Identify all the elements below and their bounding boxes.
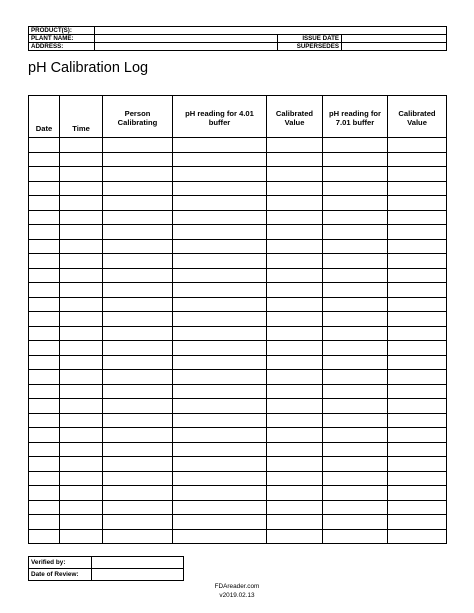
log-cell[interactable] — [323, 384, 388, 399]
log-cell[interactable] — [388, 399, 447, 414]
log-cell[interactable] — [29, 515, 60, 530]
log-cell[interactable] — [60, 138, 103, 153]
log-cell[interactable] — [173, 370, 267, 385]
log-cell[interactable] — [60, 341, 103, 356]
table-row — [29, 515, 447, 530]
log-cell[interactable] — [173, 167, 267, 182]
log-cell[interactable] — [323, 355, 388, 370]
log-cell[interactable] — [29, 413, 60, 428]
log-cell[interactable] — [388, 384, 447, 399]
log-cell[interactable] — [173, 152, 267, 167]
table-row — [29, 196, 447, 211]
log-cell[interactable] — [173, 196, 267, 211]
log-cell[interactable] — [267, 341, 323, 356]
log-cell[interactable] — [29, 254, 60, 269]
table-row — [29, 181, 447, 196]
log-cell[interactable] — [323, 326, 388, 341]
table-row — [29, 413, 447, 428]
date-of-review-field[interactable] — [92, 569, 184, 581]
log-cell[interactable] — [323, 428, 388, 443]
log-cell[interactable] — [103, 196, 173, 211]
log-cell[interactable] — [103, 529, 173, 544]
log-cell[interactable] — [173, 457, 267, 472]
col-header-person-calibrating: Person Calibrating — [103, 96, 173, 138]
log-cell[interactable] — [103, 312, 173, 327]
log-cell[interactable] — [323, 457, 388, 472]
log-cell[interactable] — [173, 399, 267, 414]
log-cell[interactable] — [60, 239, 103, 254]
log-cell[interactable] — [173, 181, 267, 196]
verified-by-label: Verified by: — [29, 557, 92, 569]
log-cell[interactable] — [103, 500, 173, 515]
log-cell[interactable] — [323, 138, 388, 153]
table-row — [29, 486, 447, 501]
log-cell[interactable] — [388, 152, 447, 167]
log-cell[interactable] — [60, 355, 103, 370]
log-cell[interactable] — [388, 529, 447, 544]
log-cell[interactable] — [103, 239, 173, 254]
log-cell[interactable] — [267, 399, 323, 414]
log-cell[interactable] — [173, 442, 267, 457]
log-cell[interactable] — [29, 326, 60, 341]
log-cell[interactable] — [388, 283, 447, 298]
log-cell[interactable] — [103, 210, 173, 225]
log-cell[interactable] — [60, 457, 103, 472]
log-cell[interactable] — [388, 225, 447, 240]
log-cell[interactable] — [29, 341, 60, 356]
log-cell[interactable] — [267, 181, 323, 196]
log-cell[interactable] — [267, 225, 323, 240]
table-row — [29, 283, 447, 298]
log-cell[interactable] — [173, 283, 267, 298]
log-cell[interactable] — [323, 239, 388, 254]
log-cell[interactable] — [267, 254, 323, 269]
log-cell[interactable] — [323, 413, 388, 428]
log-cell[interactable] — [60, 326, 103, 341]
log-cell[interactable] — [103, 471, 173, 486]
table-row — [29, 471, 447, 486]
table-row — [29, 341, 447, 356]
log-cell[interactable] — [60, 471, 103, 486]
log-cell[interactable] — [103, 442, 173, 457]
table-row — [29, 370, 447, 385]
log-cell[interactable] — [267, 283, 323, 298]
log-cell[interactable] — [267, 370, 323, 385]
log-cell[interactable] — [388, 312, 447, 327]
log-cell[interactable] — [29, 268, 60, 283]
table-row — [29, 500, 447, 515]
table-row — [29, 384, 447, 399]
log-cell[interactable] — [388, 196, 447, 211]
footer-site: FDAreader.com — [214, 583, 260, 590]
log-cell[interactable] — [173, 471, 267, 486]
review-row — [29, 569, 184, 581]
log-cell[interactable] — [60, 500, 103, 515]
log-cell[interactable] — [29, 297, 60, 312]
log-cell[interactable] — [388, 428, 447, 443]
log-cell[interactable] — [173, 529, 267, 544]
issue-date-field[interactable] — [342, 35, 447, 43]
product-field[interactable] — [95, 27, 447, 35]
log-cell[interactable] — [323, 297, 388, 312]
log-cell[interactable] — [29, 181, 60, 196]
log-cell[interactable] — [267, 486, 323, 501]
log-cell[interactable] — [29, 196, 60, 211]
log-cell[interactable] — [323, 370, 388, 385]
log-header-row — [29, 96, 447, 138]
log-cell[interactable] — [388, 515, 447, 530]
log-cell[interactable] — [60, 152, 103, 167]
log-cell[interactable] — [267, 428, 323, 443]
calibration-log-table — [28, 95, 447, 544]
log-cell[interactable] — [323, 341, 388, 356]
log-cell[interactable] — [388, 167, 447, 182]
verified-by-field[interactable] — [92, 557, 184, 569]
log-cell[interactable] — [323, 167, 388, 182]
col-header-calibrated-value-1: Calibrated Value — [267, 96, 323, 138]
supersedes-label: SUPERSEDES — [278, 43, 342, 51]
log-cell[interactable] — [173, 384, 267, 399]
date-of-review-label: Date of Review: — [29, 569, 92, 581]
log-cell[interactable] — [60, 268, 103, 283]
issue-date-label: ISSUE DATE — [278, 35, 342, 43]
log-cell[interactable] — [267, 297, 323, 312]
log-cell[interactable] — [267, 268, 323, 283]
col-header-ph-reading-701: pH reading for 7.01 buffer — [323, 96, 388, 138]
table-row — [29, 138, 447, 153]
log-cell[interactable] — [103, 355, 173, 370]
log-cell[interactable] — [60, 428, 103, 443]
log-cell[interactable] — [173, 486, 267, 501]
log-cell[interactable] — [60, 399, 103, 414]
log-cell[interactable] — [60, 196, 103, 211]
log-cell[interactable] — [323, 210, 388, 225]
log-cell[interactable] — [173, 268, 267, 283]
log-cell[interactable] — [173, 225, 267, 240]
log-cell[interactable] — [29, 428, 60, 443]
log-cell[interactable] — [103, 384, 173, 399]
log-cell[interactable] — [29, 457, 60, 472]
log-cell[interactable] — [388, 268, 447, 283]
log-cell[interactable] — [103, 268, 173, 283]
log-cell[interactable] — [29, 384, 60, 399]
log-cell[interactable] — [29, 500, 60, 515]
log-cell[interactable] — [267, 500, 323, 515]
log-cell[interactable] — [60, 283, 103, 298]
log-cell[interactable] — [388, 181, 447, 196]
table-row — [29, 355, 447, 370]
table-row — [29, 167, 447, 182]
log-cell[interactable] — [60, 370, 103, 385]
footer — [0, 583, 474, 600]
log-cell[interactable] — [173, 500, 267, 515]
log-cell[interactable] — [323, 283, 388, 298]
log-cell[interactable] — [267, 239, 323, 254]
log-cell[interactable] — [388, 239, 447, 254]
log-cell[interactable] — [173, 297, 267, 312]
log-cell[interactable] — [103, 152, 173, 167]
log-cell[interactable] — [173, 239, 267, 254]
log-cell[interactable] — [388, 500, 447, 515]
log-cell[interactable] — [60, 167, 103, 182]
log-cell[interactable] — [60, 254, 103, 269]
log-cell[interactable] — [60, 529, 103, 544]
log-cell[interactable] — [103, 254, 173, 269]
log-cell[interactable] — [323, 442, 388, 457]
table-row — [29, 254, 447, 269]
log-cell[interactable] — [267, 210, 323, 225]
table-row — [29, 297, 447, 312]
log-cell[interactable] — [173, 326, 267, 341]
log-cell[interactable] — [103, 428, 173, 443]
table-row — [29, 268, 447, 283]
log-cell[interactable] — [103, 225, 173, 240]
log-cell[interactable] — [103, 341, 173, 356]
table-row — [29, 152, 447, 167]
table-row — [29, 326, 447, 341]
log-cell[interactable] — [267, 196, 323, 211]
table-row — [29, 457, 447, 472]
col-header-time: Time — [60, 96, 103, 138]
verified-row — [29, 557, 184, 569]
log-cell[interactable] — [173, 413, 267, 428]
log-cell[interactable] — [323, 254, 388, 269]
log-cell[interactable] — [173, 355, 267, 370]
log-cell[interactable] — [267, 413, 323, 428]
log-cell[interactable] — [29, 210, 60, 225]
col-header-calibrated-value-2: Calibrated Value — [388, 96, 447, 138]
log-cell[interactable] — [173, 254, 267, 269]
log-cell[interactable] — [267, 355, 323, 370]
log-cell[interactable] — [103, 515, 173, 530]
table-row — [29, 210, 447, 225]
log-cell[interactable] — [103, 370, 173, 385]
log-cell[interactable] — [29, 471, 60, 486]
table-row — [29, 442, 447, 457]
log-cell[interactable] — [267, 442, 323, 457]
log-cell[interactable] — [103, 283, 173, 298]
log-cell[interactable] — [388, 355, 447, 370]
address-row — [29, 43, 447, 51]
log-cell[interactable] — [388, 326, 447, 341]
col-header-date: Date — [29, 96, 60, 138]
log-cell[interactable] — [388, 442, 447, 457]
log-cell[interactable] — [323, 486, 388, 501]
log-cell[interactable] — [267, 167, 323, 182]
log-cell[interactable] — [173, 312, 267, 327]
address-label: ADDRESS: — [29, 43, 95, 51]
log-cell[interactable] — [323, 515, 388, 530]
log-cell[interactable] — [267, 152, 323, 167]
log-cell[interactable] — [323, 529, 388, 544]
supersedes-field[interactable] — [342, 43, 447, 51]
table-row — [29, 529, 447, 544]
log-cell[interactable] — [388, 457, 447, 472]
log-cell[interactable] — [103, 457, 173, 472]
log-cell[interactable] — [60, 486, 103, 501]
log-cell[interactable] — [29, 152, 60, 167]
log-cell[interactable] — [29, 529, 60, 544]
log-cell[interactable] — [267, 138, 323, 153]
log-body — [29, 138, 447, 544]
log-cell[interactable] — [323, 152, 388, 167]
log-cell[interactable] — [267, 457, 323, 472]
log-cell[interactable] — [267, 515, 323, 530]
log-cell[interactable] — [173, 138, 267, 153]
plant-name-field[interactable] — [95, 35, 278, 43]
log-cell[interactable] — [29, 283, 60, 298]
log-cell[interactable] — [323, 181, 388, 196]
log-cell[interactable] — [173, 210, 267, 225]
log-cell[interactable] — [388, 254, 447, 269]
log-cell[interactable] — [388, 486, 447, 501]
log-cell[interactable] — [60, 297, 103, 312]
table-row — [29, 225, 447, 240]
log-cell[interactable] — [103, 138, 173, 153]
log-cell[interactable] — [388, 471, 447, 486]
footer-version: v2019.02.13 — [219, 591, 255, 599]
log-cell[interactable] — [323, 268, 388, 283]
log-cell[interactable] — [388, 413, 447, 428]
log-cell[interactable] — [173, 515, 267, 530]
log-cell[interactable] — [388, 210, 447, 225]
log-cell[interactable] — [323, 399, 388, 414]
log-cell[interactable] — [267, 326, 323, 341]
log-cell[interactable] — [103, 181, 173, 196]
log-cell[interactable] — [103, 399, 173, 414]
log-cell[interactable] — [103, 486, 173, 501]
log-cell[interactable] — [173, 428, 267, 443]
table-row — [29, 399, 447, 414]
product-row — [29, 27, 447, 35]
log-cell[interactable] — [29, 138, 60, 153]
log-cell[interactable] — [103, 326, 173, 341]
log-cell[interactable] — [267, 384, 323, 399]
table-row — [29, 312, 447, 327]
log-cell[interactable] — [29, 370, 60, 385]
log-cell[interactable] — [388, 138, 447, 153]
plant-name-label: PLANT NAME: — [29, 35, 95, 43]
log-cell[interactable] — [323, 500, 388, 515]
log-cell[interactable] — [60, 515, 103, 530]
log-cell[interactable] — [29, 355, 60, 370]
log-cell[interactable] — [29, 399, 60, 414]
log-cell[interactable] — [29, 239, 60, 254]
log-cell[interactable] — [388, 370, 447, 385]
log-cell[interactable] — [323, 312, 388, 327]
log-cell[interactable] — [388, 341, 447, 356]
plant-row — [29, 35, 447, 43]
log-cell[interactable] — [103, 413, 173, 428]
log-cell[interactable] — [60, 210, 103, 225]
log-cell[interactable] — [103, 167, 173, 182]
log-cell[interactable] — [323, 225, 388, 240]
log-cell[interactable] — [60, 413, 103, 428]
log-cell[interactable] — [29, 486, 60, 501]
table-row — [29, 239, 447, 254]
log-cell[interactable] — [388, 297, 447, 312]
log-cell[interactable] — [103, 297, 173, 312]
log-cell[interactable] — [29, 442, 60, 457]
log-cell[interactable] — [323, 196, 388, 211]
log-cell[interactable] — [29, 312, 60, 327]
log-cell[interactable] — [60, 225, 103, 240]
log-cell[interactable] — [60, 181, 103, 196]
log-cell[interactable] — [267, 471, 323, 486]
log-cell[interactable] — [173, 341, 267, 356]
log-cell[interactable] — [267, 529, 323, 544]
header-info-table — [28, 26, 447, 51]
log-cell[interactable] — [29, 167, 60, 182]
product-label: PRODUCT(S): — [29, 27, 95, 35]
log-cell[interactable] — [29, 225, 60, 240]
log-cell[interactable] — [323, 471, 388, 486]
verification-table — [28, 556, 184, 581]
table-row — [29, 428, 447, 443]
address-field[interactable] — [95, 43, 278, 51]
col-header-ph-reading-401: pH reading for 4.01 buffer — [173, 96, 267, 138]
log-cell[interactable] — [60, 312, 103, 327]
log-cell[interactable] — [267, 312, 323, 327]
log-cell[interactable] — [60, 384, 103, 399]
log-cell[interactable] — [60, 442, 103, 457]
page-title: pH Calibration Log — [28, 60, 149, 76]
